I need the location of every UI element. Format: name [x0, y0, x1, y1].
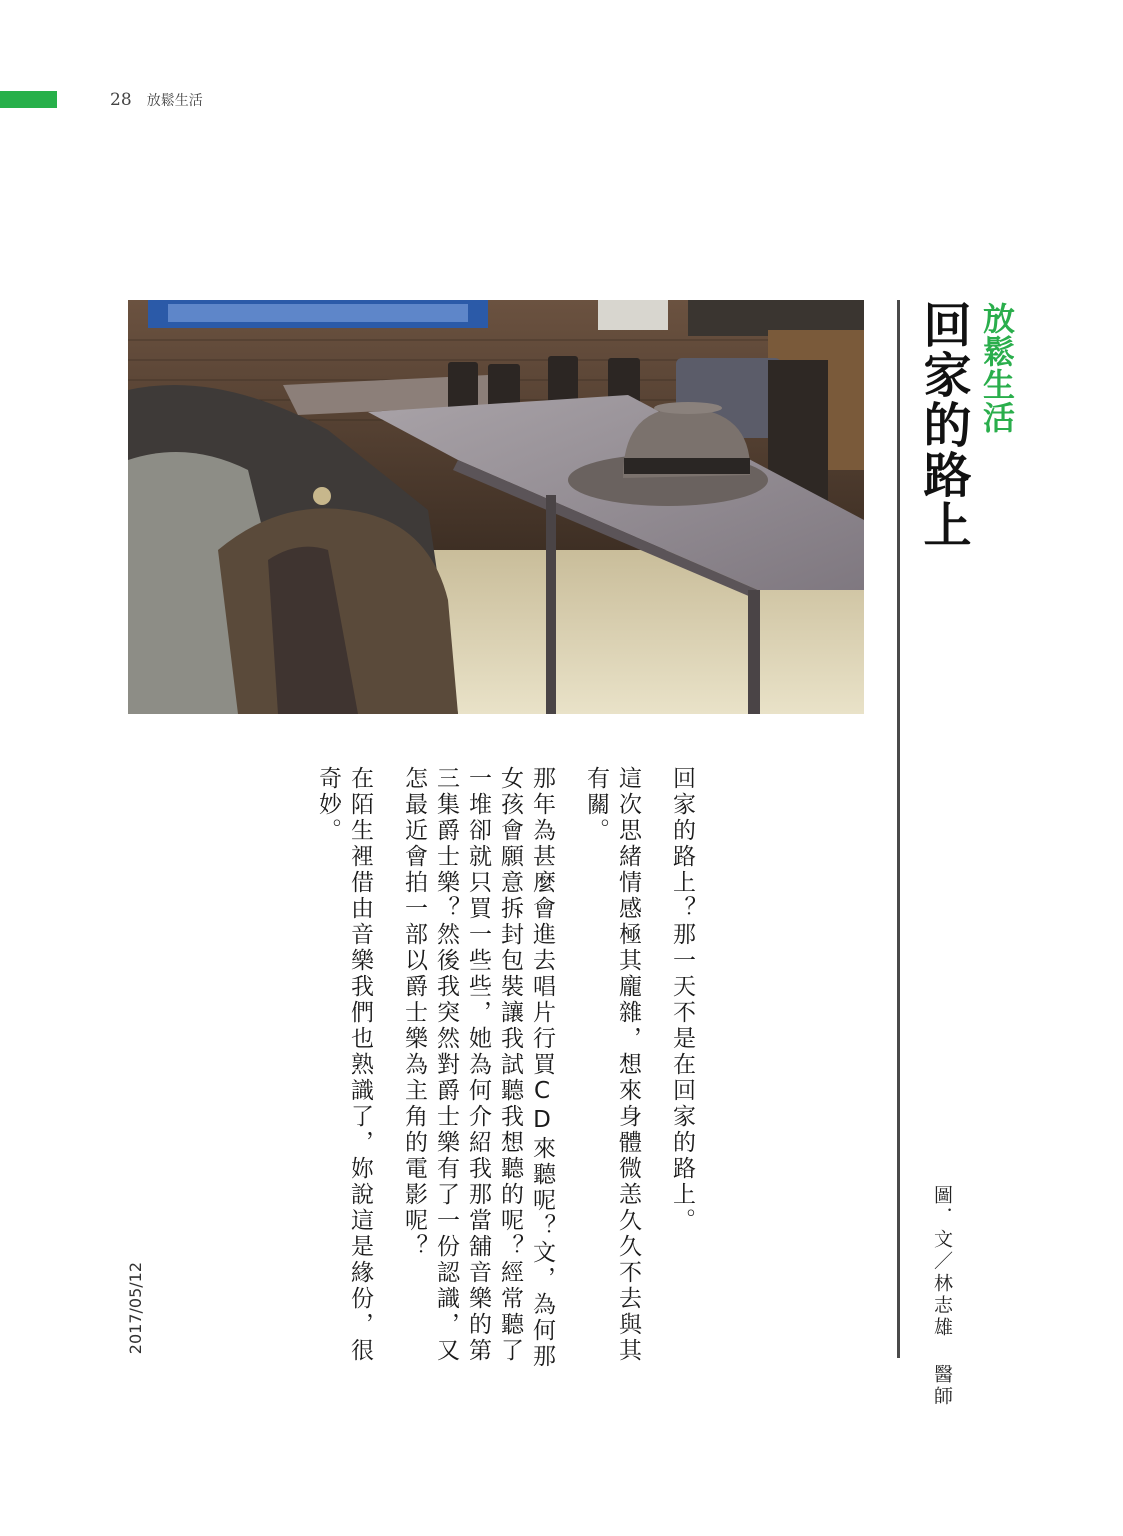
paragraph-4: 在陌生裡借由音樂我們也熟識了，妳說這是緣份，很奇妙。 [315, 766, 373, 1364]
paragraph-2: 這次思緒情感極其龐雜，想來身體微恙久久不去與其有關。 [583, 766, 641, 1364]
vertical-divider [897, 300, 900, 1358]
article-title: 回家的路上 [915, 300, 971, 550]
section-label: 放鬆生活 [978, 302, 1016, 434]
page-number: 28 [110, 90, 132, 110]
article-photo [128, 300, 864, 714]
paragraph-1: 回家的路上？那一天不是在回家的路上。 [669, 766, 695, 1234]
header-section-name: 放鬆生活 [146, 93, 203, 109]
article-body [278, 766, 698, 1386]
cafe-table-hat-illustration [128, 300, 864, 714]
paragraph-3: 那年為甚麼會進去唱片行買CD來聽呢？文，為何那女孩會願意拆封包裝讓我試聽我想聽的呢？經常聽了一堆卻就只買一些些，她為何介紹我那當舖音樂的第三集爵士樂？然後我突然對爵士樂有了一份認識，又怎最近會拍一部以爵士樂為主角的電影呢？ [401, 766, 555, 1370]
article-date: 2017/05/12 [126, 1262, 145, 1355]
page-header [110, 89, 203, 112]
header-accent-bar [0, 91, 57, 108]
byline: 圖．文／林志雄 醫師 [931, 1185, 953, 1408]
